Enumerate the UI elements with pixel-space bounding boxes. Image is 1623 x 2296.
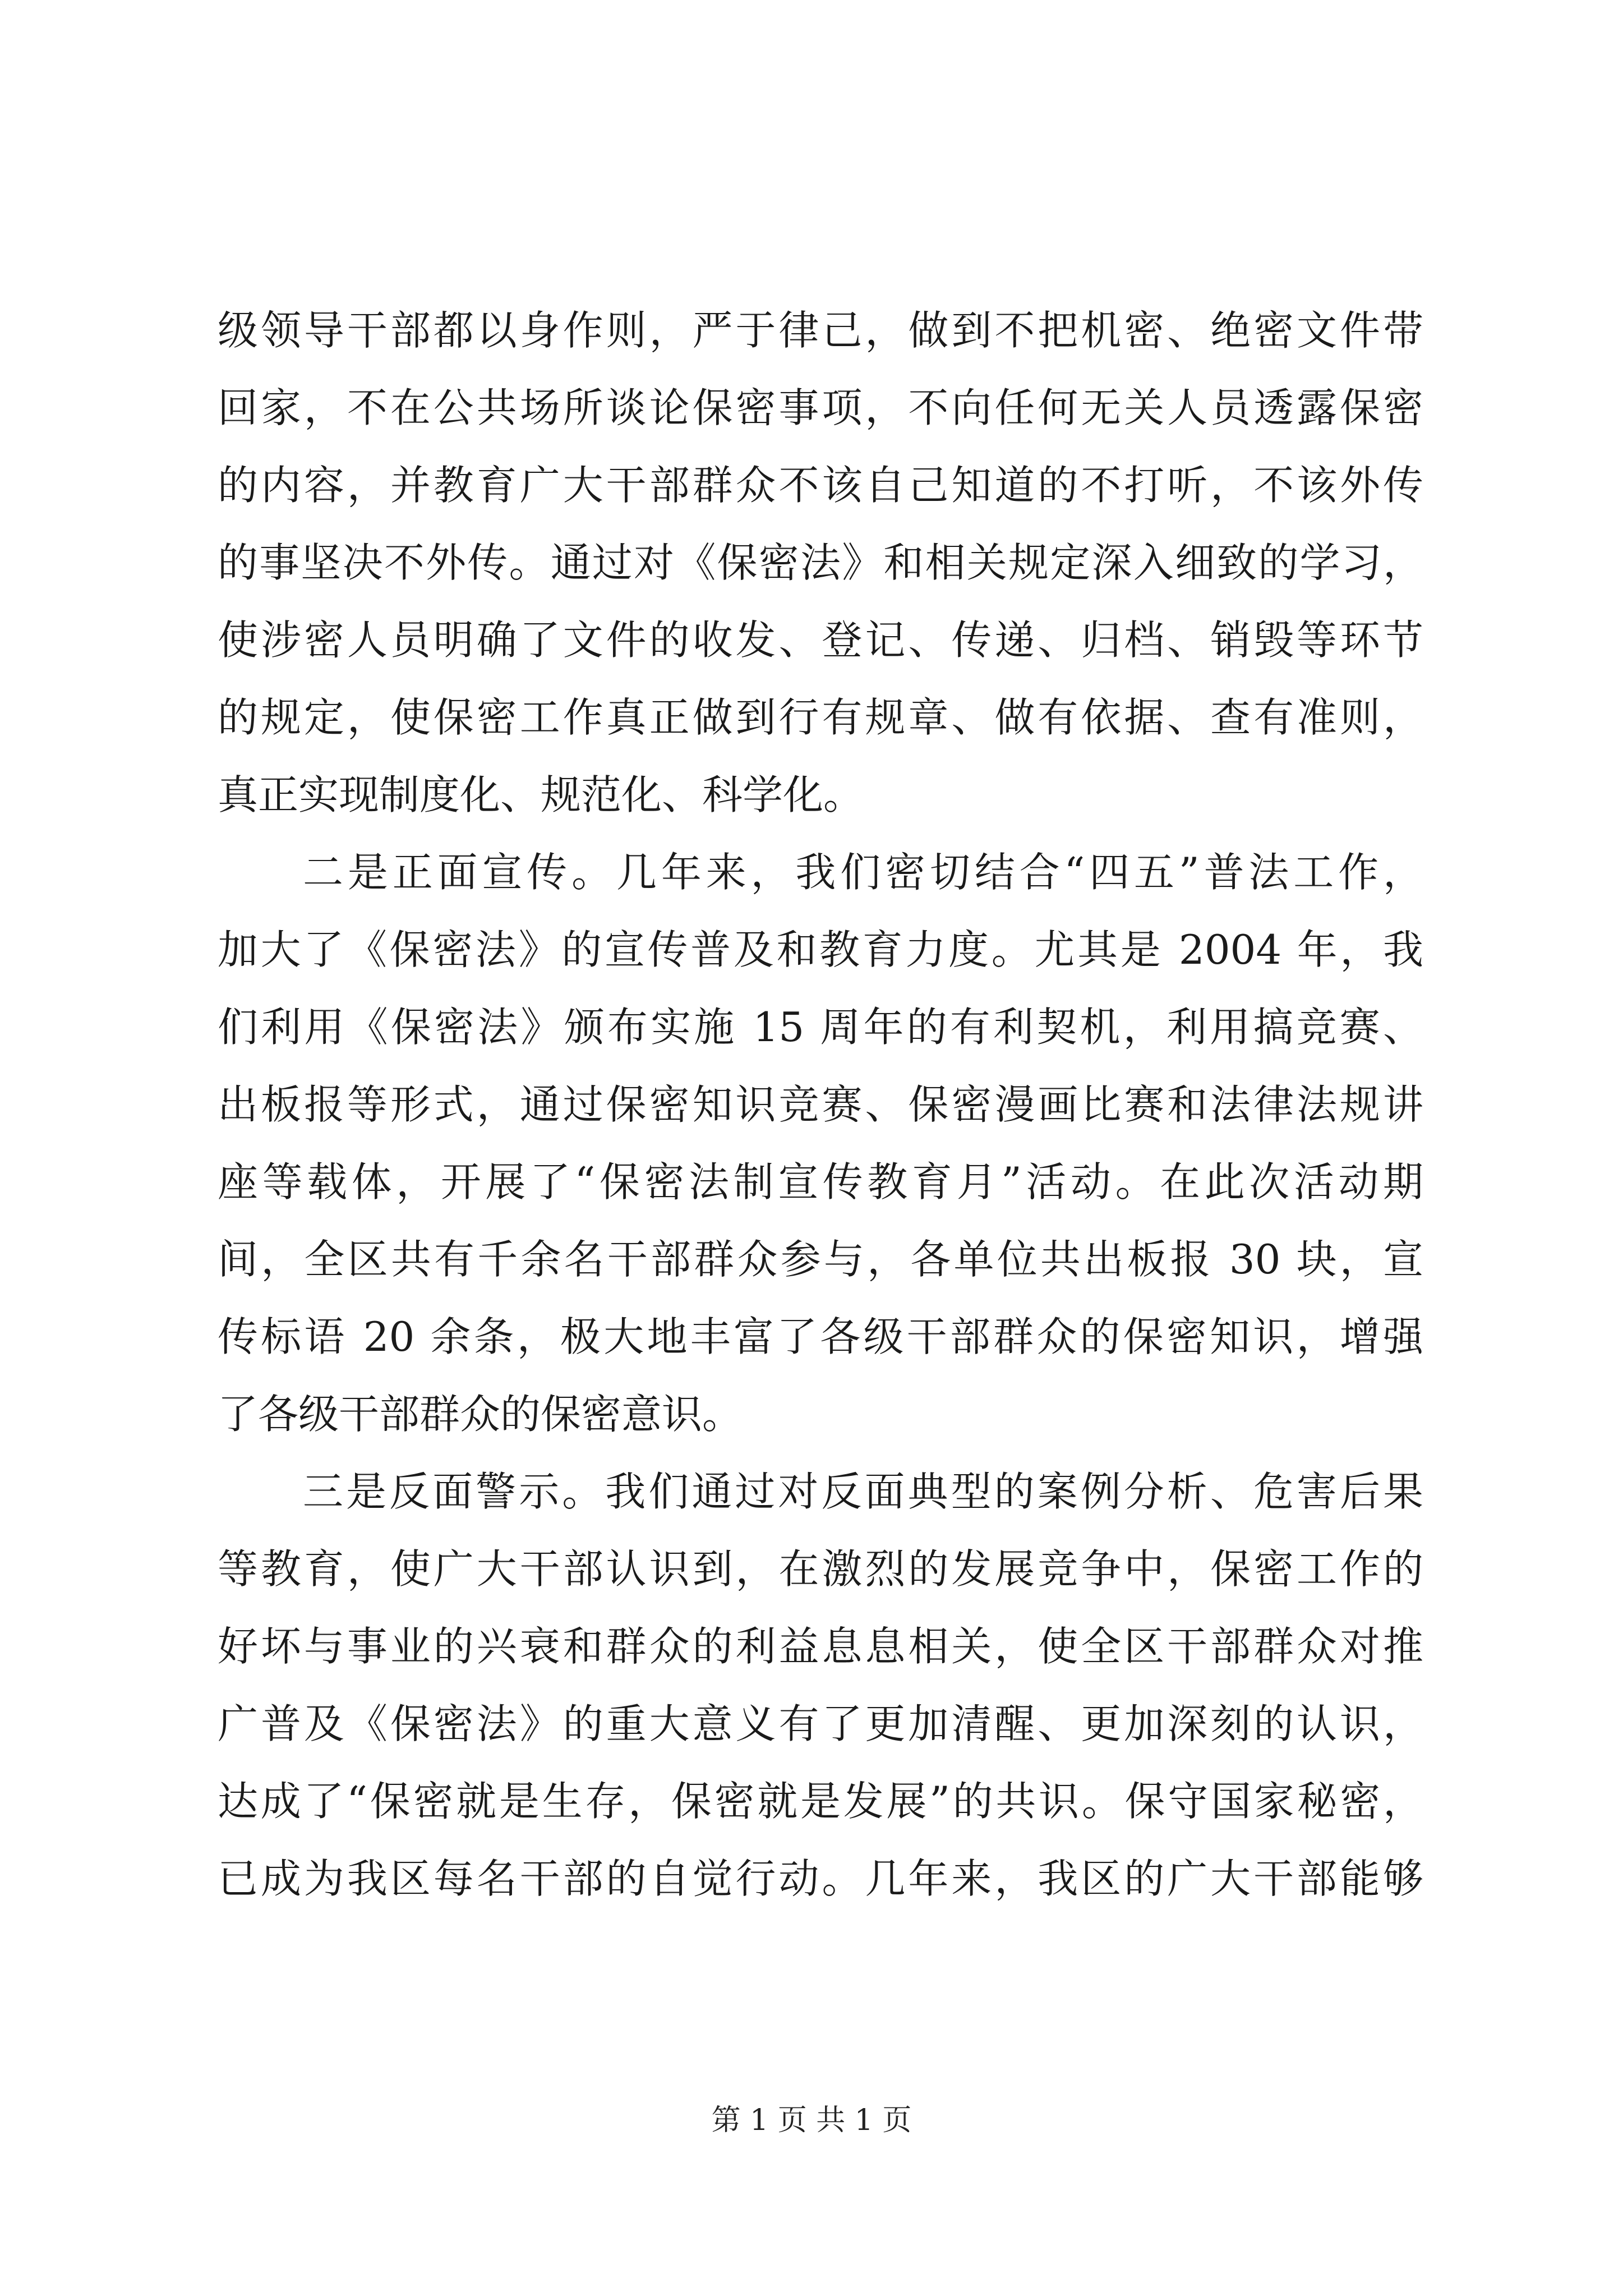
text-line: 的事坚决不外传。通过对《保密法》和相关规定深入细致的学习，: [218, 539, 1423, 586]
text-line: 的内容，并教育广大干部群众不该自己知道的不打听，不该外传: [218, 462, 1423, 509]
text-line: 广普及《保密法》的重大意义有了更加清醒、更加深刻的认识，: [218, 1700, 1423, 1747]
text-line: 的规定，使保密工作真正做到行有规章、做有依据、查有准则，: [218, 694, 1423, 741]
text-line: 达成了“保密就是生存，保密就是发展”的共识。保守国家秘密，: [218, 1778, 1423, 1825]
text-line: 等教育，使广大干部认识到，在激烈的发展竞争中，保密工作的: [218, 1545, 1423, 1593]
text-line: 传标语 20 余条，极大地丰富了各级干部群众的保密知识，增强: [218, 1313, 1423, 1360]
body-text: [218, 292, 1423, 1917]
text-line: 使涉密人员明确了文件的收发、登记、传递、归档、销毁等环节: [218, 616, 1423, 664]
text-line: 出板报等形式，通过保密知识竞赛、保密漫画比赛和法律法规讲: [218, 1081, 1423, 1128]
text-line: 间，全区共有千余名干部群众参与，各单位共出板报 30 块，宣: [218, 1236, 1423, 1283]
text-line: 二是正面宣传。几年来，我们密切结合“四五”普法工作，: [303, 849, 1423, 896]
text-line: 好坏与事业的兴衰和群众的利益息息相关，使全区干部群众对推: [218, 1623, 1423, 1670]
page-footer: [0, 2101, 1623, 2140]
page-number-label: 第 1 页 共 1 页: [711, 2104, 912, 2137]
text-line: 三是反面警示。我们通过对反面典型的案例分析、危害后果: [303, 1468, 1423, 1515]
text-line: 座等载体，开展了“保密法制宣传教育月”活动。在此次活动期: [218, 1158, 1423, 1205]
text-line: 加大了《保密法》的宣传普及和教育力度。尤其是 2004 年，我: [218, 926, 1423, 973]
text-line: 级领导干部都以身作则，严于律己，做到不把机密、绝密文件带: [218, 307, 1423, 354]
text-line: 回家，不在公共场所谈论保密事项，不向任何无关人员透露保密: [218, 384, 1423, 431]
text-line: 们利用《保密法》颁布实施 15 周年的有利契机，利用搞竞赛、: [218, 1004, 1423, 1051]
text-line: 真正实现制度化、规范化、科学化。: [218, 771, 864, 818]
text-line: 已成为我区每名干部的自觉行动。几年来，我区的广大干部能够: [218, 1855, 1423, 1902]
text-line: 了各级干部群众的保密意识。: [218, 1391, 743, 1438]
